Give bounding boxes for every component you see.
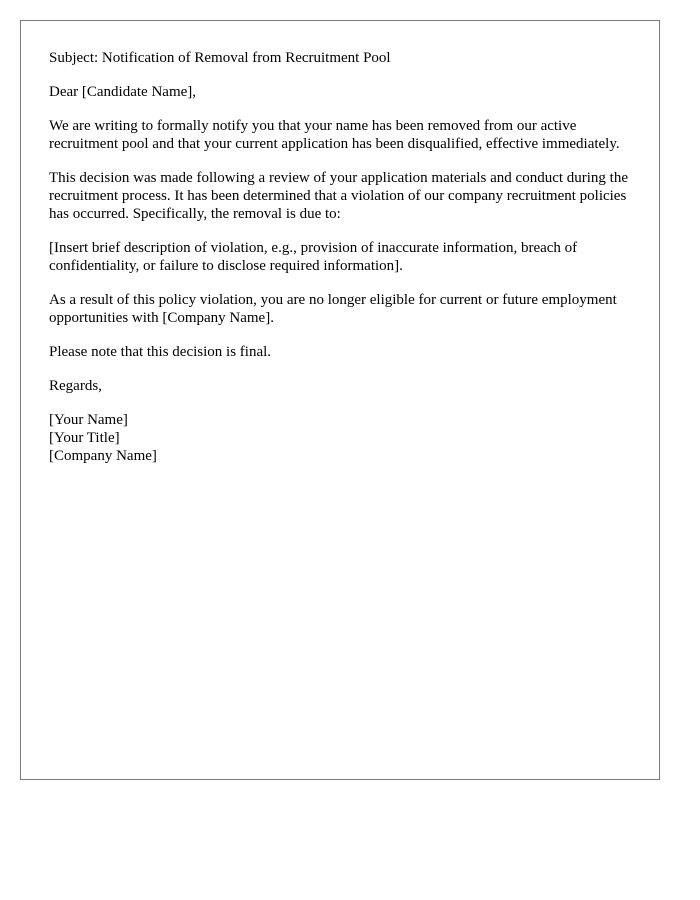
signature-title: [Your Title] [49,430,120,446]
letter-paragraph-eligibility: As a result of this policy violation, you are no longer eligible for current or future employment opportunities with [Company Name]. [49,292,617,326]
letter-signature-block [49,411,633,465]
letter-subject: Subject: Notification of Removal from Recruitment Pool [49,50,391,66]
letter-salutation: Dear [Candidate Name], [49,84,197,100]
letter-paragraph-notification: We are writing to formally notify you that your name has been removed from our active recruitment pool and that your current application has been disqualified, effective immediately. [49,118,620,152]
letter-paragraph-final: Please note that this decision is final. [49,344,272,360]
signature-name: [Your Name] [49,412,128,428]
letter-closing: Regards, [49,378,102,394]
letter-frame [20,20,660,780]
letter-paragraph-decision: This decision was made following a review of your application materials and conduct during the recruitment process. It has been determined that a violation of our company recruitment policies has occurred. Specifically, the removal is due to: [49,170,629,222]
letter-body [49,49,633,481]
letter-paragraph-violation: [Insert brief description of violation, e.g., provision of inaccurate information, breach of confidentiality, or failure to disclose required information]. [49,240,578,274]
signature-company: [Company Name] [49,448,157,464]
